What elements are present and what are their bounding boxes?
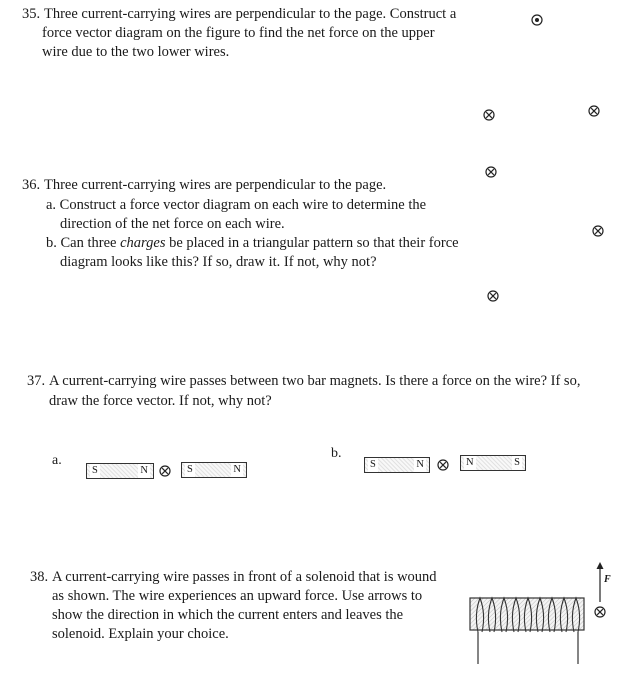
magnet-pole-left: S [187,464,193,475]
magnet-pole-right: N [416,459,424,470]
q36-a-line-1: a. Construct a force vector diagram on each wire to determine the [46,197,427,213]
solenoid-icon [466,560,616,666]
q36-b-line-2: diagram looks like this? If so, draw it. If not, why not? [60,254,377,270]
q37-line-1: A current-carrying wire passes between two bar magnets. Is there a force on the wire? If so, [49,373,581,389]
q36-number: 36. [22,177,41,193]
q35-number: 35. [22,6,41,22]
q37-line-2: draw the force vector. If not, why not? [49,393,272,409]
q36-a-line-2: direction of the net force on each wire. [60,216,285,232]
magnet-pole-right: N [140,465,148,476]
into-page-icon [485,166,497,178]
into-page-icon [159,465,171,477]
bar-magnet [460,455,526,471]
magnet-pole-left: S [92,465,98,476]
out-of-page-icon [531,14,543,26]
magnet-pole-left: N [466,457,474,468]
q37-a-label: a. [52,453,62,468]
magnet-pole-left: S [370,459,376,470]
solenoid-diagram [466,560,616,666]
q36-b-line-1 [46,233,459,253]
magnet-pole-right: N [233,464,241,475]
into-page-icon [487,290,499,302]
bar-magnet [181,462,247,478]
q37-number: 37. [27,373,46,389]
q37-b-label: b. [331,446,342,461]
into-page-icon [592,225,604,237]
q38-number: 38. [30,569,49,585]
q36-b-prefix: b. Can three [46,235,121,251]
q38-line-4: solenoid. Explain your choice. [52,626,229,642]
into-page-icon [588,105,600,117]
q38-line-1: A current-carrying wire passes in front of a solenoid that is wound [52,569,437,585]
q38-line-3: show the direction in which the current enters and leaves the [52,607,404,623]
bar-magnet [364,457,430,473]
q38-line-2: as shown. The wire experiences an upward force. Use arrows to [52,588,423,604]
magnet-pole-right: S [514,457,520,468]
bar-magnet [86,463,154,479]
into-page-icon [437,459,449,471]
q36-b-italic: charges [120,235,166,251]
into-page-icon [483,109,495,121]
q36-intro: Three current-carrying wires are perpendicular to the page. [44,177,387,193]
force-label: F [604,574,611,585]
q36-b-suffix: be placed in a triangular pattern so that their force [165,235,459,251]
q35-line-1: Three current-carrying wires are perpendicular to the page. Construct a [44,6,457,22]
q35-line-2: force vector diagram on the figure to find the net force on the upper [42,25,435,41]
q35-line-3: wire due to the two lower wires. [42,44,230,60]
